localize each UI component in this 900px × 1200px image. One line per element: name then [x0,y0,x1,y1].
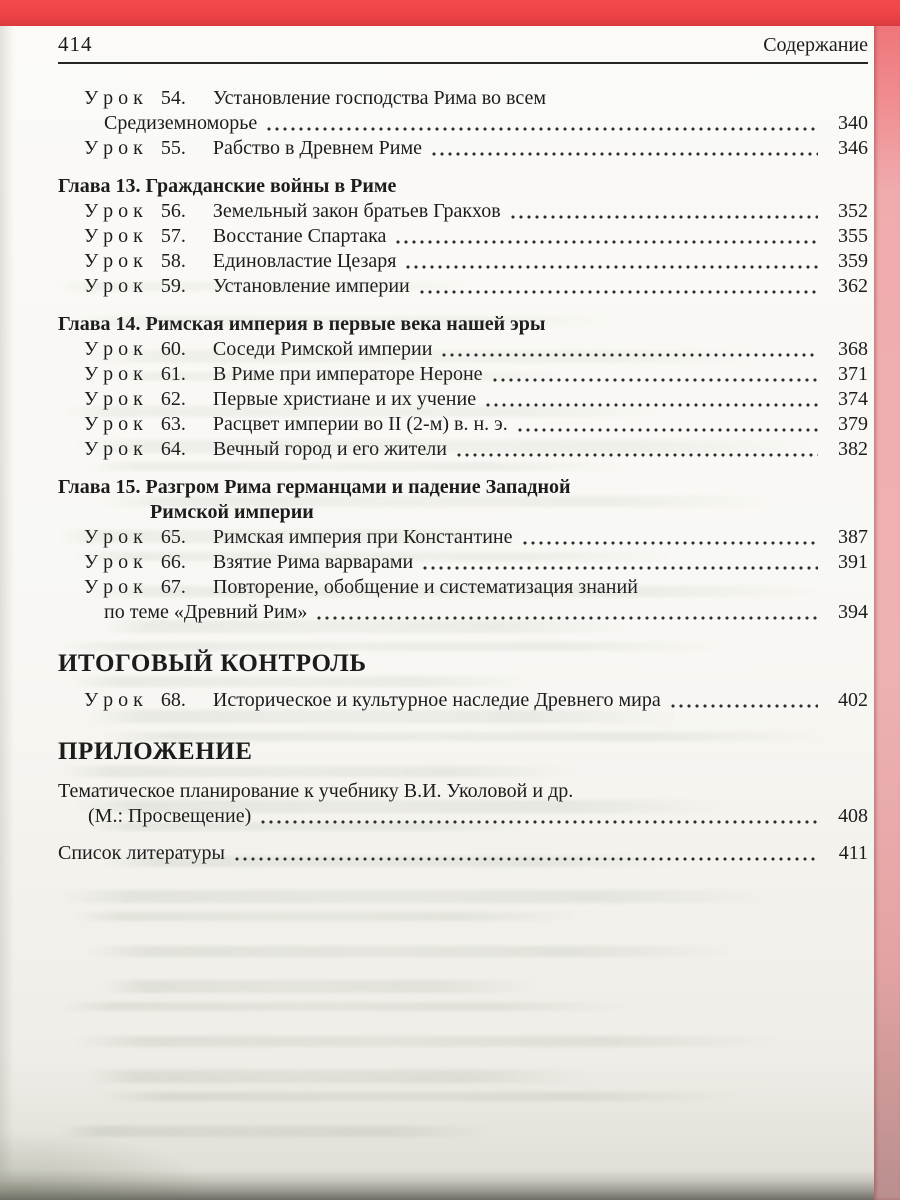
dot-leader [493,378,818,382]
page-ref: 391 [838,551,868,573]
lesson-number: 62. [160,388,186,410]
toc-line [58,804,868,829]
table-of-contents [58,86,868,866]
entry-title: Установление господства Рима во всем [212,87,546,109]
lesson-word-label: У р о к [84,363,143,385]
entry-title: Историческое и культурное наследие Древнего мира [212,689,661,711]
lesson-word-label: У р о к [84,275,143,297]
toc-line [58,500,868,525]
lesson-word-label: У р о к [84,137,143,159]
entry-title: Глава 14. Римская империя в первые века нашей эры [58,313,546,335]
toc-lesson-entry [58,575,868,625]
section-heading: ПРИЛОЖЕНИЕ [58,738,253,765]
toc-line [58,437,868,462]
scan-edge-top [0,0,900,26]
lesson-number: 61. [160,363,186,385]
toc-line [58,274,868,299]
lesson-word-label: У р о к [84,526,143,548]
toc-line [58,312,868,337]
page-ref: 411 [838,842,868,864]
lesson-word-label: У р о к [84,225,143,247]
entry-title: Восстание Спартака [212,225,387,247]
lesson-number: 57. [160,225,186,247]
entry-title: Взятие Рима варварами [212,551,414,573]
dot-leader [432,152,818,156]
toc-lesson-entry [58,249,868,274]
entry-title: Расцвет империи во II (2-м) в. н. э. [212,413,508,435]
page-ref: 346 [838,137,868,159]
toc-lesson-entry [58,550,868,575]
toc-line [58,199,868,224]
lesson-number: 60. [160,338,186,360]
toc-entry [58,312,868,337]
page-ref: 368 [838,338,868,360]
dot-leader [671,704,818,708]
toc-lesson-entry [58,199,868,224]
entry-title: Римской империи [150,501,314,523]
entry-title: Глава 15. Разгром Рима германцами и падение Западной [58,476,571,498]
lesson-number: 64. [160,438,186,460]
toc-line [58,249,868,274]
dot-leader [518,428,818,432]
page-ref: 379 [838,413,868,435]
toc-line [58,387,868,412]
toc-entry [58,841,868,866]
dot-leader [457,453,818,457]
toc-line [58,136,868,161]
toc-line [58,550,868,575]
entry-title: Средиземноморье [104,112,258,134]
lesson-number: 54. [160,87,186,109]
lesson-word-label: У р о к [84,438,143,460]
lesson-word-label: У р о к [84,576,143,598]
toc-lesson-entry [58,274,868,299]
toc-line [58,841,868,866]
dot-leader [261,820,818,824]
lesson-word-label: У р о к [84,388,143,410]
dot-leader [420,290,818,294]
scan-edge-bottom [0,1170,900,1200]
toc-lesson-entry [58,362,868,387]
dot-leader [406,265,818,269]
entry-title: Повторение, обобщение и систематизация знаний [212,576,638,598]
toc-line [58,86,868,111]
dot-leader [523,541,819,545]
toc-lesson-entry [58,224,868,249]
lesson-word-label: У р о к [84,200,143,222]
lesson-number: 56. [160,200,186,222]
entry-title: Вечный город и его жители [212,438,447,460]
toc-line [58,688,868,713]
toc-lesson-entry [58,387,868,412]
lesson-number: 66. [160,551,186,573]
page-ref: 408 [838,805,868,827]
toc-lesson-entry [58,337,868,362]
toc-lesson-entry [58,136,868,161]
toc-line [58,337,868,362]
entry-title: В Риме при императоре Нероне [212,363,483,385]
entry-title: Соседи Римской империи [212,338,433,360]
page-ref: 352 [838,200,868,222]
entry-title: Установление империи [212,275,410,297]
lesson-number: 55. [160,137,186,159]
toc-lesson-entry [58,688,868,713]
lesson-word-label: У р о к [84,689,143,711]
page-ref: 382 [838,438,868,460]
toc-line [58,575,868,600]
page-ref: 374 [838,388,868,410]
dot-leader [511,215,818,219]
entry-title: (М.: Просвещение) [88,805,252,827]
toc-line [58,600,868,625]
entry-title: Земельный закон братьев Гракхов [212,200,501,222]
entry-title: Первые христиане и их учение [212,388,477,410]
dot-leader [317,616,818,620]
lesson-number: 67. [160,576,186,598]
toc-lesson-entry [58,412,868,437]
dot-leader [486,403,818,407]
toc-lesson-entry [58,437,868,462]
dot-leader [235,857,818,861]
dot-leader [423,566,818,570]
page-ref: 371 [838,363,868,385]
lesson-word-label: У р о к [84,87,143,109]
entry-title: Римская империя при Константине [212,526,513,548]
page-ref: 394 [838,601,868,623]
entry-title: Глава 13. Гражданские войны в Риме [58,175,397,197]
page-number: 414 [58,32,93,56]
entry-title: Тематическое планирование к учебнику В.И. Уколовой и др. [58,780,574,802]
page-content [58,32,868,866]
section-heading: ИТОГОВЫЙ КОНТРОЛЬ [58,650,367,677]
page-ref: 362 [838,275,868,297]
toc-lesson-entry [58,525,868,550]
lesson-number: 58. [160,250,186,272]
header-rule [58,62,868,64]
page-ref: 402 [838,689,868,711]
toc-line [58,174,868,199]
lesson-word-label: У р о к [84,250,143,272]
page-ref: 340 [838,112,868,134]
toc-lesson-entry [58,86,868,136]
entry-title: Список литературы [58,842,225,864]
page-header [58,32,868,57]
entry-title: Рабство в Древнем Риме [212,137,422,159]
toc-entry [58,779,868,829]
lesson-number: 68. [160,689,186,711]
dot-leader [267,127,818,131]
toc-entry [58,174,868,199]
lesson-word-label: У р о к [84,413,143,435]
page-ref: 355 [838,225,868,247]
toc-line [58,224,868,249]
toc-line [58,475,868,500]
dot-leader [442,353,818,357]
page-ref: 359 [838,250,868,272]
toc-line [58,412,868,437]
toc-line [58,362,868,387]
dot-leader [396,240,818,244]
lesson-word-label: У р о к [84,338,143,360]
lesson-number: 59. [160,275,186,297]
lesson-word-label: У р о к [84,551,143,573]
toc-entry [58,475,868,525]
toc-line [58,779,868,804]
page-ref: 387 [838,526,868,548]
scan-edge-right [874,0,900,1200]
lesson-number: 63. [160,413,186,435]
entry-title: по теме «Древний Рим» [104,601,308,623]
toc-line [58,111,868,136]
entry-title: Единовластие Цезаря [212,250,397,272]
header-title: Содержание [763,34,868,56]
lesson-number: 65. [160,526,186,548]
toc-line [58,525,868,550]
